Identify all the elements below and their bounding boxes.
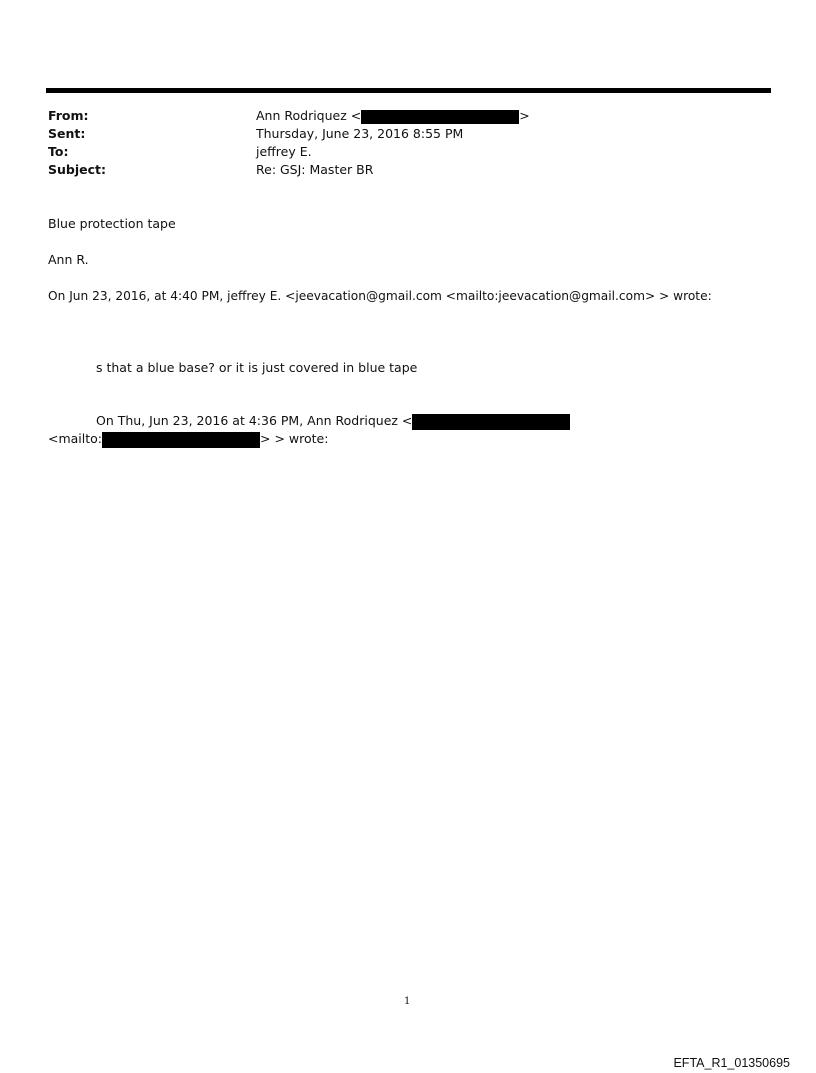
header-rule: [46, 88, 771, 93]
from-label: From:: [48, 108, 89, 123]
nested-end-text: > > wrote:: [260, 431, 329, 446]
to-label: To:: [48, 144, 69, 159]
sent-label: Sent:: [48, 126, 86, 141]
redaction-box: [102, 432, 260, 448]
nested-quote-intro: [96, 412, 570, 430]
reply-text: Blue protection tape: [48, 216, 176, 231]
from-close: >: [519, 108, 530, 123]
sent-value: Thursday, June 23, 2016 8:55 PM: [256, 126, 464, 141]
subject-label: Subject:: [48, 162, 106, 177]
nested-mailto-line: [48, 430, 328, 448]
page-number: 1: [404, 996, 411, 1007]
quote-intro: On Jun 23, 2016, at 4:40 PM, jeffrey E. <jeevacation@gmail.com <mailto:jeevacation@gmail.com> > wrote:: [48, 289, 712, 303]
document-id: EFTA_R1_01350695: [673, 1056, 790, 1070]
quoted-message: s that a blue base? or it is just covered in blue tape: [96, 360, 418, 375]
nested-intro-text: On Thu, Jun 23, 2016 at 4:36 PM, Ann Rodriquez <: [96, 413, 413, 428]
from-value: [256, 107, 530, 125]
nested-mailto-text: <mailto:: [48, 431, 103, 446]
to-value: jeffrey E.: [256, 144, 312, 159]
subject-value: Re: GSJ: Master BR: [256, 162, 374, 177]
signature: Ann R.: [48, 252, 89, 267]
redaction-box: [412, 414, 570, 430]
from-name: Ann Rodriquez <: [256, 108, 362, 123]
redaction-box: [361, 110, 519, 124]
